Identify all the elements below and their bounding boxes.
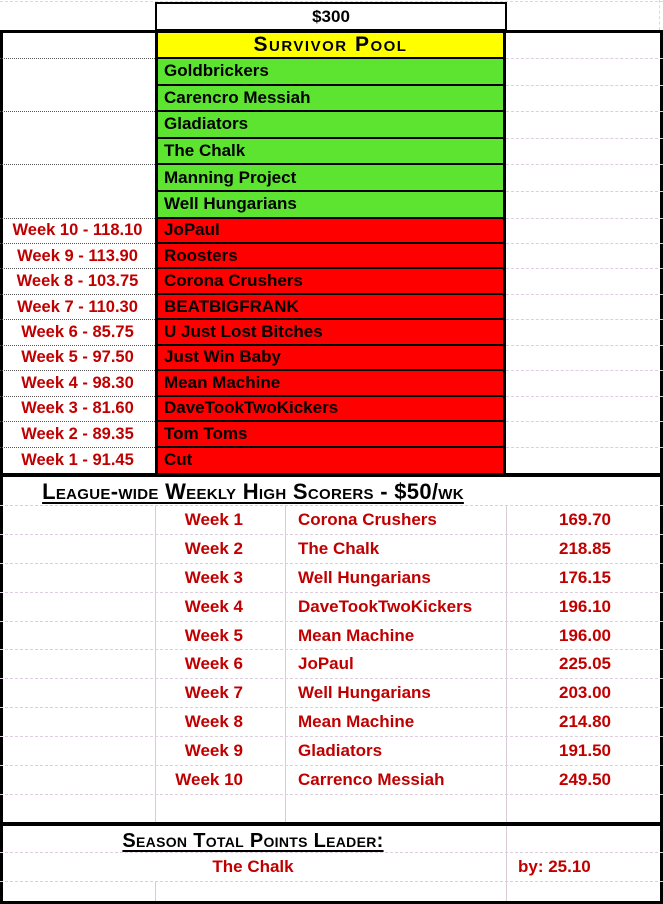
- empty-cell: [506, 59, 663, 86]
- score-cell[interactable]: 169.70: [506, 506, 663, 534]
- empty-cell: [0, 506, 155, 534]
- gridline: [506, 826, 507, 901]
- alive-team-cell[interactable]: The Chalk: [158, 139, 503, 166]
- empty-cell: [506, 397, 663, 422]
- score-cell[interactable]: 203.00: [506, 679, 663, 707]
- high-scorers-title[interactable]: League-wide Weekly High Scorers - $50/wk: [42, 478, 464, 504]
- season-leader-margin[interactable]: by: 25.10: [518, 856, 591, 876]
- right-gridline-top: [659, 0, 660, 30]
- week-cell[interactable]: Week 7: [155, 679, 285, 707]
- elimination-week-label[interactable]: Week 1 - 91.45: [21, 450, 134, 469]
- empty-cell: [506, 165, 663, 192]
- week-cell[interactable]: Week 2: [155, 535, 285, 563]
- elimination-week-label[interactable]: Week 8 - 103.75: [0, 269, 155, 294]
- empty-cell: [506, 422, 663, 447]
- high-scorer-row: [0, 679, 663, 708]
- empty-cell: [0, 165, 155, 192]
- eliminated-team-cell[interactable]: Tom Toms: [158, 422, 503, 447]
- empty-cell: [0, 650, 155, 678]
- eliminated-team-cell[interactable]: Just Win Baby: [158, 346, 503, 371]
- alive-team-cell[interactable]: Goldbrickers: [158, 59, 503, 86]
- alive-team-cell[interactable]: Manning Project: [158, 165, 503, 192]
- eliminated-labels-column: [0, 33, 155, 473]
- score-cell[interactable]: 225.05: [506, 650, 663, 678]
- high-scorer-row: [0, 650, 663, 679]
- team-cell[interactable]: DaveTookTwoKickers: [285, 593, 506, 621]
- right-empty-column: [506, 33, 663, 473]
- elimination-week-label[interactable]: Week 7 - 110.30: [0, 295, 155, 320]
- high-scorer-row: [0, 708, 663, 737]
- eliminated-team-cell[interactable]: Roosters: [158, 244, 503, 269]
- empty-cell: [506, 320, 663, 345]
- eliminated-team-cell[interactable]: Mean Machine: [158, 371, 503, 396]
- empty-row: [0, 795, 663, 823]
- score-cell[interactable]: 196.00: [506, 622, 663, 650]
- week-cell[interactable]: Week 10: [155, 766, 285, 794]
- high-scorer-row: [0, 535, 663, 564]
- empty-cell: [506, 346, 663, 371]
- empty-cell: [506, 33, 663, 59]
- team-cell[interactable]: Mean Machine: [285, 708, 506, 736]
- season-leader-title[interactable]: Season Total Points Leader:: [122, 829, 384, 852]
- eliminated-team-cell[interactable]: BEATBIGFRANK: [158, 295, 503, 320]
- empty-cell: [0, 679, 155, 707]
- empty-cell: [0, 593, 155, 621]
- empty-cell: [0, 112, 155, 139]
- empty-cell: [155, 795, 285, 823]
- high-scorer-row: [0, 737, 663, 766]
- empty-cell: [0, 564, 155, 592]
- prize-cell[interactable]: $300: [155, 2, 507, 31]
- empty-cell: [506, 244, 663, 269]
- empty-cell: [0, 766, 155, 794]
- eliminated-team-cell[interactable]: DaveTookTwoKickers: [158, 397, 503, 422]
- teams-column: [155, 33, 506, 473]
- elimination-week-label[interactable]: Week 6 - 85.75: [0, 320, 155, 345]
- alive-team-cell[interactable]: Gladiators: [158, 112, 503, 139]
- high-scorer-row: [0, 564, 663, 593]
- team-cell[interactable]: Mean Machine: [285, 622, 506, 650]
- team-cell[interactable]: Well Hungarians: [285, 564, 506, 592]
- empty-cell: [0, 86, 155, 113]
- score-cell[interactable]: 176.15: [506, 564, 663, 592]
- week-cell[interactable]: Week 3: [155, 564, 285, 592]
- empty-cell: [0, 535, 155, 563]
- score-cell[interactable]: 191.50: [506, 737, 663, 765]
- team-cell[interactable]: Carrenco Messiah: [285, 766, 506, 794]
- eliminated-team-cell[interactable]: Cut: [158, 448, 503, 473]
- empty-cell: [0, 192, 155, 219]
- team-cell[interactable]: JoPaul: [285, 650, 506, 678]
- empty-cell: [0, 708, 155, 736]
- week-cell[interactable]: Week 9: [155, 737, 285, 765]
- eliminated-team-cell[interactable]: U Just Lost Bitches: [158, 320, 503, 345]
- empty-cell: [0, 622, 155, 650]
- empty-cell: [506, 219, 663, 244]
- empty-cell: [506, 795, 663, 823]
- empty-cell: [506, 371, 663, 396]
- empty-cell: [285, 795, 506, 823]
- week-cell[interactable]: Week 6: [155, 650, 285, 678]
- team-cell[interactable]: Gladiators: [285, 737, 506, 765]
- team-cell[interactable]: The Chalk: [285, 535, 506, 563]
- eliminated-team-cell[interactable]: JoPaul: [158, 219, 503, 244]
- empty-cell: [506, 112, 663, 139]
- empty-cell: [506, 139, 663, 166]
- empty-cell: [0, 737, 155, 765]
- week-cell[interactable]: Week 4: [155, 593, 285, 621]
- elimination-week-label[interactable]: Week 10 - 118.10: [0, 219, 155, 244]
- elimination-week-label[interactable]: Week 2 - 89.35: [0, 422, 155, 447]
- high-scorer-row: [0, 593, 663, 622]
- gridline: [0, 881, 663, 882]
- score-cell[interactable]: 196.10: [506, 593, 663, 621]
- week-cell[interactable]: Week 5: [155, 622, 285, 650]
- score-cell[interactable]: 249.50: [506, 766, 663, 794]
- alive-team-cell[interactable]: Carencro Messiah: [158, 86, 503, 113]
- empty-cell: [506, 295, 663, 320]
- high-scorer-row: [0, 506, 663, 535]
- high-scorer-row: [0, 766, 663, 795]
- eliminated-team-cell[interactable]: Corona Crushers: [158, 269, 503, 294]
- team-cell[interactable]: Corona Crushers: [285, 506, 506, 534]
- elimination-week-label[interactable]: Week 9 - 113.90: [0, 244, 155, 269]
- high-scorers-table: [0, 505, 663, 823]
- alive-team-cell[interactable]: Well Hungarians: [158, 192, 503, 219]
- survivor-band: [0, 33, 663, 473]
- score-cell[interactable]: 218.85: [506, 535, 663, 563]
- section-divider: [0, 822, 663, 826]
- empty-cell: [0, 59, 155, 86]
- week-cell[interactable]: Week 1: [155, 506, 285, 534]
- empty-cell: [506, 86, 663, 113]
- section-divider: [0, 473, 663, 477]
- empty-cell: [506, 448, 663, 473]
- empty-cell: [0, 139, 155, 166]
- season-leader-team[interactable]: The Chalk: [212, 856, 294, 876]
- elimination-week-label[interactable]: Week 4 - 98.30: [0, 371, 155, 396]
- score-cell[interactable]: 214.80: [506, 708, 663, 736]
- elimination-week-label[interactable]: Week 5 - 97.50: [0, 346, 155, 371]
- empty-cell: [0, 795, 155, 823]
- empty-cell: [0, 33, 155, 59]
- pool-title-cell[interactable]: Survivor Pool: [158, 33, 503, 59]
- gridline: [155, 881, 156, 901]
- elimination-week-label[interactable]: Week 3 - 81.60: [0, 397, 155, 422]
- empty-cell: [506, 269, 663, 294]
- team-cell[interactable]: Well Hungarians: [285, 679, 506, 707]
- empty-cell: [506, 192, 663, 219]
- week-cell[interactable]: Week 8: [155, 708, 285, 736]
- high-scorer-row: [0, 622, 663, 651]
